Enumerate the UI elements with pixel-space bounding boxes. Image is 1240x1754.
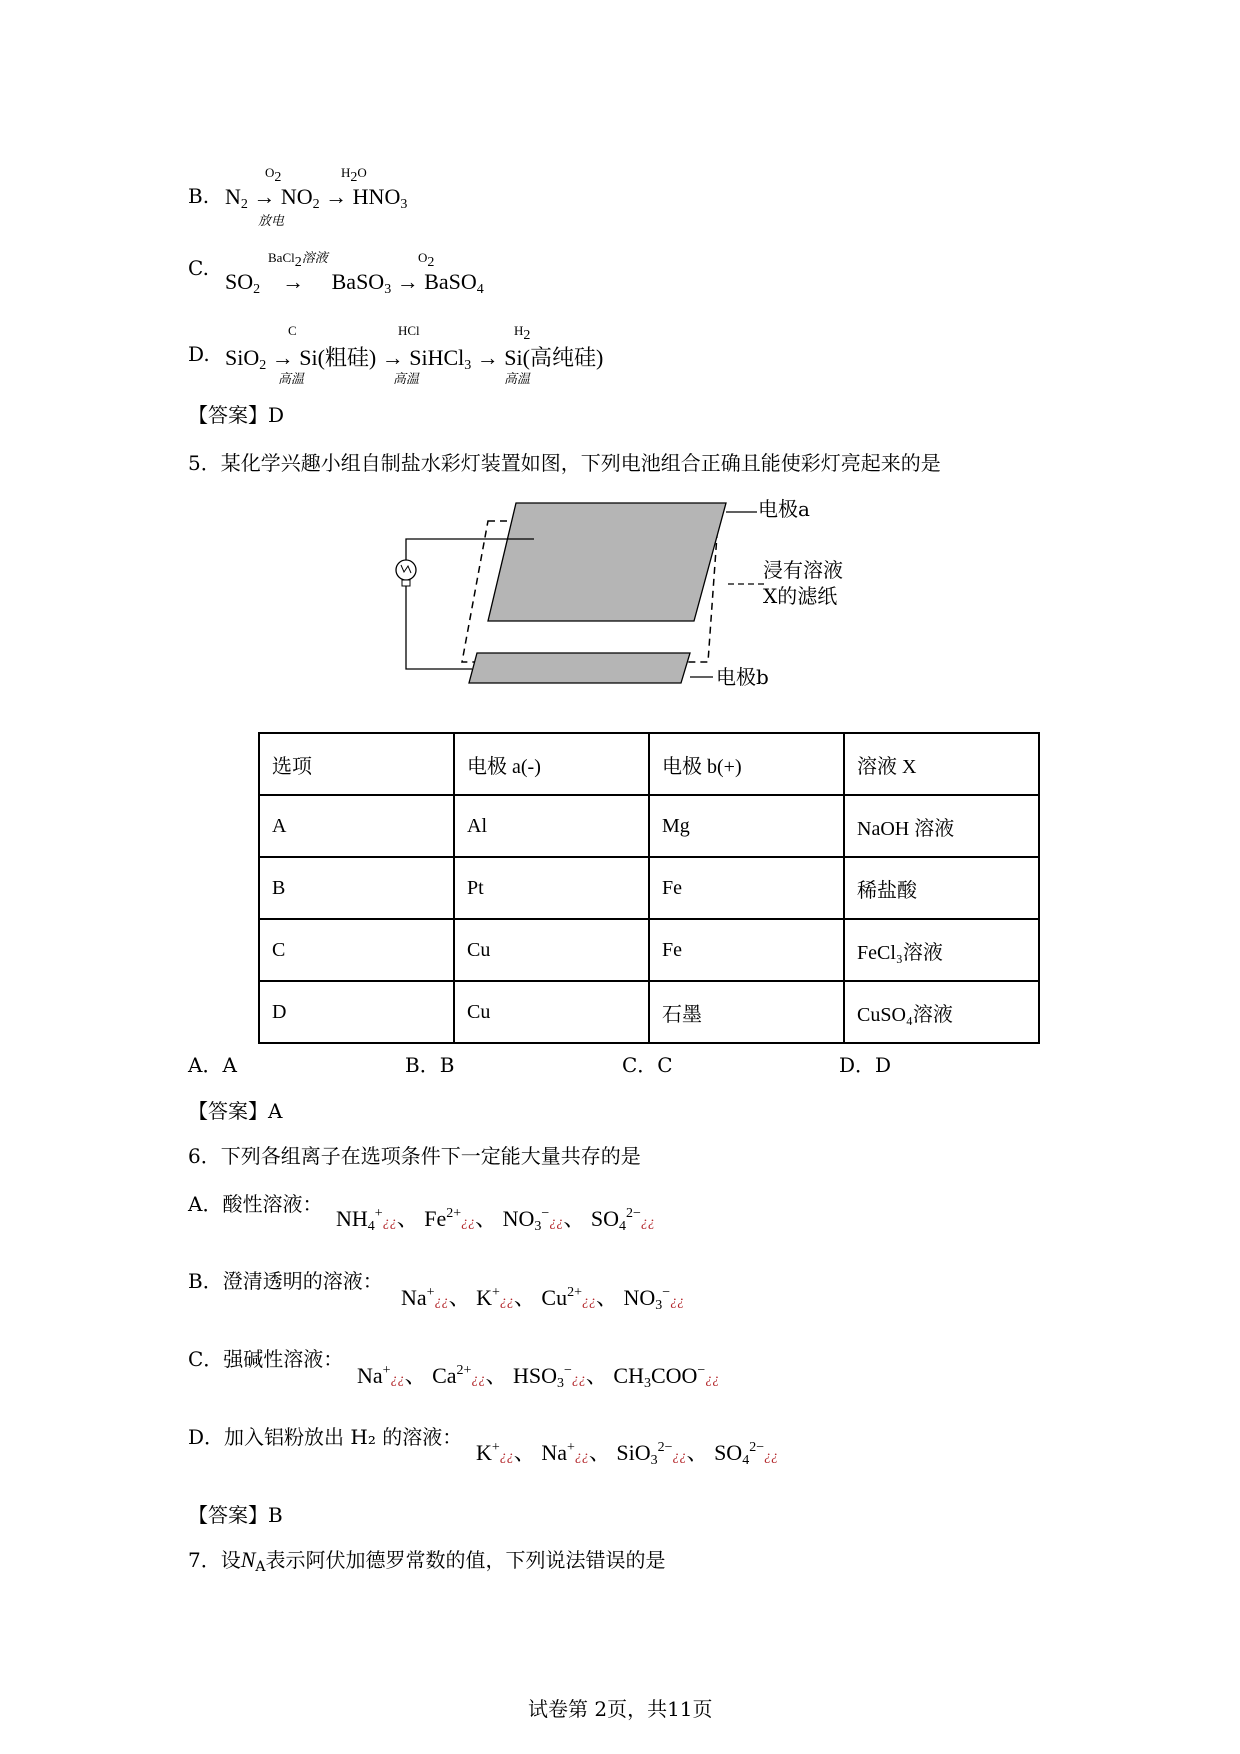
page-footer: 试卷第 2页，共11页 <box>528 1697 713 1721</box>
q4b-equation: $N_2 \to NO_2 \to HNO_3$ <box>225 184 408 212</box>
q6-answer: 【答案】B <box>188 1503 283 1527</box>
filter-label-2: X的滤纸 <box>763 584 838 608</box>
q4-option-c-label: C. <box>188 256 209 280</box>
table-header-row <box>259 733 1039 795</box>
light-bulb-icon <box>396 560 416 586</box>
q4d-condition-2: 高温 <box>393 372 420 387</box>
q4b-water-reagent: $H_2O$ <box>341 165 367 185</box>
table-cell: Cu <box>454 919 649 981</box>
table-cell: Fe <box>649 919 844 981</box>
q4b-o2-reagent: $O_2$ <box>265 165 282 185</box>
q4d-h2-reagent: $H_2$ <box>514 323 531 343</box>
table-cell: Mg <box>649 795 844 857</box>
q4d-c-reagent: C <box>288 323 297 338</box>
q6-option-b-label: B．澄清透明的溶液： <box>188 1269 383 1293</box>
q5-stem: 5．某化学兴趣小组自制盐水彩灯装置如图，下列电池组合正确且能使彩灯亮起来的是 <box>188 451 941 475</box>
table-cell: 稀盐酸 <box>844 857 1039 919</box>
table-cell: Al <box>454 795 649 857</box>
q6-option-a-ions: $NH_4^+¿¿$、 $Fe^{2+}¿¿$、 $NO_3^-¿¿$、 $SO_4^{2-}¿¿$ <box>336 1206 655 1234</box>
q6-option-c-label: C．强碱性溶液： <box>188 1347 344 1371</box>
table-cell: NaOH 溶液 <box>844 795 1039 857</box>
electrode-b-label: 电极b <box>716 665 769 689</box>
q4d-hcl-reagent: HCl <box>398 323 420 338</box>
table-cell: FeCl₃溶液 <box>844 919 1039 981</box>
table-row <box>259 795 1039 857</box>
table-cell: Fe <box>649 857 844 919</box>
q4d-condition-1: 高温 <box>278 372 305 387</box>
q4-option-b-label: B. <box>188 184 210 208</box>
q6-option-a-label: A．酸性溶液： <box>188 1192 323 1216</box>
filter-label-1: 浸有溶液 <box>763 558 843 582</box>
q4-answer: 【答案】D <box>188 403 285 427</box>
table-cell: CuSO₄溶液 <box>844 981 1039 1043</box>
q4d-condition-3: 高温 <box>504 372 531 387</box>
q4b-condition: 放电 <box>258 214 285 229</box>
q5-choice-b: B．B <box>405 1053 455 1077</box>
q4d-equation: SiO$_2$ → Si(粗硅) → SiHCl$_3$ → Si(高纯硅) <box>225 345 604 373</box>
table-header-cell: 电极 b(+) <box>649 733 844 795</box>
table-header-cell: 选项 <box>259 733 454 795</box>
table-cell: Pt <box>454 857 649 919</box>
battery-diagram <box>0 0 1240 720</box>
table-row <box>259 857 1039 919</box>
table-header-cell: 电极 a(-) <box>454 733 649 795</box>
table-cell: 石墨 <box>649 981 844 1043</box>
q6-option-c-ions: Na+¿¿、 $Ca^{2+}¿¿$、 $HSO_3^-¿¿$、 $CH_3COO^-¿¿$ <box>357 1363 720 1391</box>
q4c-equation: $SO_2$ → BaSO$_3$ → BaSO$_4$ <box>225 269 484 297</box>
table-row <box>259 981 1039 1043</box>
q5-options-table <box>258 732 1040 1044</box>
q4c-o2-reagent: $O_2$ <box>418 250 435 270</box>
q5-choice-c: C．C <box>622 1053 673 1077</box>
table-row <box>259 919 1039 981</box>
table-cell: C <box>259 919 454 981</box>
q4-option-d-label: D. <box>188 342 210 366</box>
table-cell: B <box>259 857 454 919</box>
q7-stem: 7．设$N_A$表示阿伏加德罗常数的值，下列说法错误的是 <box>188 1547 666 1575</box>
q5-answer: 【答案】A <box>188 1099 283 1123</box>
table-cell: Cu <box>454 981 649 1043</box>
wire-bottom <box>406 586 472 669</box>
table-cell: A <box>259 795 454 857</box>
table-header-cell: 溶液 X <box>844 733 1039 795</box>
q5-choice-d: D．D <box>839 1053 892 1077</box>
electrode-a-label: 电极a <box>758 497 810 521</box>
q4c-reagent: BaCl$_2$溶液 <box>268 250 328 270</box>
q6-option-b-ions: Na+¿¿、 K+¿¿、 $Cu^{2+}¿¿$、 $NO_3^-¿¿$ <box>401 1285 685 1313</box>
electrode-a-plate <box>488 503 726 621</box>
electrode-b-plate <box>469 653 690 683</box>
table-cell: D <box>259 981 454 1043</box>
q6-stem: 6．下列各组离子在选项条件下一定能大量共存的是 <box>188 1144 641 1168</box>
q6-option-d-ions: K+¿¿、 Na+¿¿、 SiO$_3^{2-}$¿¿、 $SO_4^{2-}¿¿$ <box>476 1440 779 1468</box>
q5-choice-a: A．A <box>188 1053 237 1077</box>
q6-option-d-label: D．加入铝粉放出 H₂ 的溶液： <box>188 1425 463 1449</box>
